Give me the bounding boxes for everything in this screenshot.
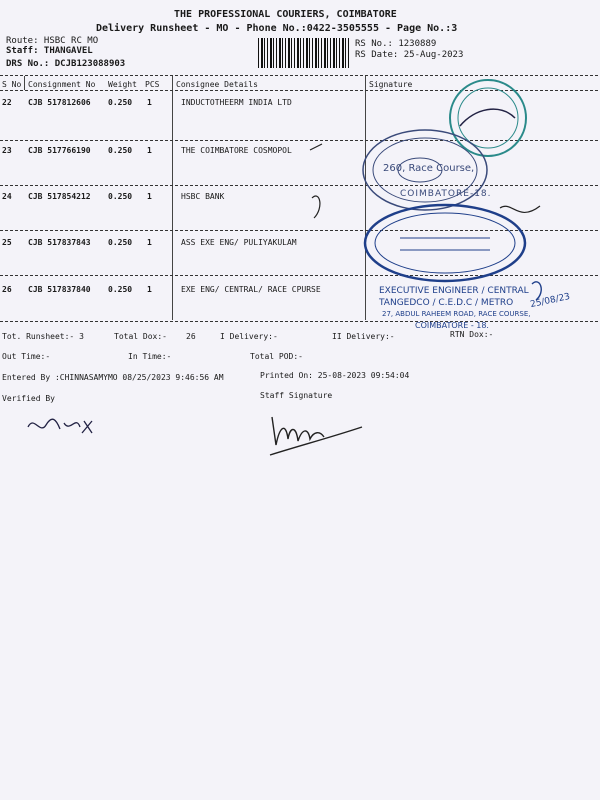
total-pod: Total POD:-: [250, 352, 303, 361]
rs-date: RS Date: 25-Aug-2023: [355, 50, 464, 60]
row-consignment: CJB 517766190: [28, 146, 91, 155]
row-consignment: CJB 517812606: [28, 98, 91, 107]
row-consignee: THE COIMBATORE COSMOPOL: [181, 146, 292, 155]
entered-by: Entered By :CHINNASAMYMO 08/25/2023 9:46:56 AM: [2, 373, 224, 382]
staff-label: Staff: THANGAVEL: [6, 46, 93, 56]
row-sno: 25: [2, 238, 12, 247]
col-divider: [24, 76, 25, 90]
col-header-signature: Signature: [369, 80, 413, 89]
staff-signature: [262, 405, 372, 460]
verified-signature: [20, 405, 110, 445]
rtn-dox: RTN Dox:-: [450, 330, 494, 339]
row-consignment: CJB 517854212: [28, 192, 91, 201]
row-weight: 0.250: [108, 285, 133, 294]
verified-by-label: Verified By: [2, 394, 55, 403]
row-pcs: 1: [147, 146, 152, 155]
row-consignee: EXE ENG/ CENTRAL/ RACE CPURSE: [181, 285, 321, 294]
row-pcs: 1: [147, 285, 152, 294]
drs-number: DRS No.: DCJB123088903: [6, 59, 126, 69]
row-pcs: 1: [147, 192, 152, 201]
row-sno: 24: [2, 192, 12, 201]
total-dox-label: Total Dox:-: [114, 332, 167, 341]
handwritten-date: 25/08/23: [529, 291, 572, 311]
i-delivery: I Delivery:-: [220, 332, 278, 341]
col-divider: [172, 76, 173, 90]
row-sno: 26: [2, 285, 12, 294]
col-divider: [172, 91, 173, 140]
row-consignee: ASS EXE ENG/ PULIYAKULAM: [181, 238, 297, 247]
rs-number: RS No.: 1230889: [355, 39, 437, 49]
col-divider: [172, 276, 173, 320]
out-time: Out Time:-: [2, 352, 51, 361]
col-divider: [172, 186, 173, 230]
col-divider: [172, 141, 173, 185]
row-weight: 0.250: [108, 146, 133, 155]
tamil-oval-stamp: [365, 205, 525, 281]
barcode: [258, 38, 350, 68]
company-title: THE PROFESSIONAL COURIERS, COIMBATORE: [174, 9, 397, 20]
cosmopolitan-stamp-line: 260, Race Course,: [383, 163, 475, 174]
row-weight: 0.250: [108, 192, 133, 201]
table-top-rule: [0, 75, 598, 76]
staff-signature-label: Staff Signature: [260, 391, 333, 400]
row-sno: 22: [2, 98, 12, 107]
row-consignment: CJB 517837840: [28, 285, 91, 294]
col-header-sno: S No: [2, 80, 22, 89]
printed-on: Printed On: 25-08-2023 09:54:04: [260, 371, 410, 380]
engineer-stamp-line-3: 27, ABDUL RAHEEM ROAD, RACE COURSE,: [382, 310, 531, 318]
engineer-stamp-line-1: EXECUTIVE ENGINEER / CENTRAL: [379, 286, 529, 296]
ii-delivery: II Delivery:-: [332, 332, 395, 341]
total-dox-value: 26: [186, 332, 196, 341]
col-header-pcs: PCS: [145, 80, 160, 89]
row-sno: 23: [2, 146, 12, 155]
cosmopolitan-stamp-city: COIMBATORE-18.: [400, 189, 492, 199]
tot-runsheet: Tot. Runsheet:- 3: [2, 332, 84, 341]
company-round-stamp: [450, 80, 526, 156]
row-consignee: INDUCTOTHEERM INDIA LTD: [181, 98, 292, 107]
in-time: In Time:-: [128, 352, 172, 361]
row-pcs: 1: [147, 98, 152, 107]
col-header-consignee: Consignee Details: [176, 80, 258, 89]
runsheet-subtitle: Delivery Runsheet - MO - Phone No.:0422-3505555 - Page No.:3: [96, 23, 458, 34]
row-consignee: HSBC BANK: [181, 192, 225, 201]
row-pcs: 1: [147, 238, 152, 247]
col-header-weight: Weight: [108, 80, 137, 89]
route-label: Route: HSBC RC MO: [6, 36, 99, 46]
row-weight: 0.250: [108, 238, 133, 247]
col-divider: [172, 231, 173, 275]
engineer-stamp-line-2: TANGEDCO / C.E.D.C / METRO: [379, 298, 514, 308]
col-header-consignment: Consignment No: [28, 80, 96, 89]
engineer-stamp-line-4: COIMBATORE - 18.: [415, 321, 489, 330]
row-consignment: CJB 517837843: [28, 238, 91, 247]
row-weight: 0.250: [108, 98, 133, 107]
